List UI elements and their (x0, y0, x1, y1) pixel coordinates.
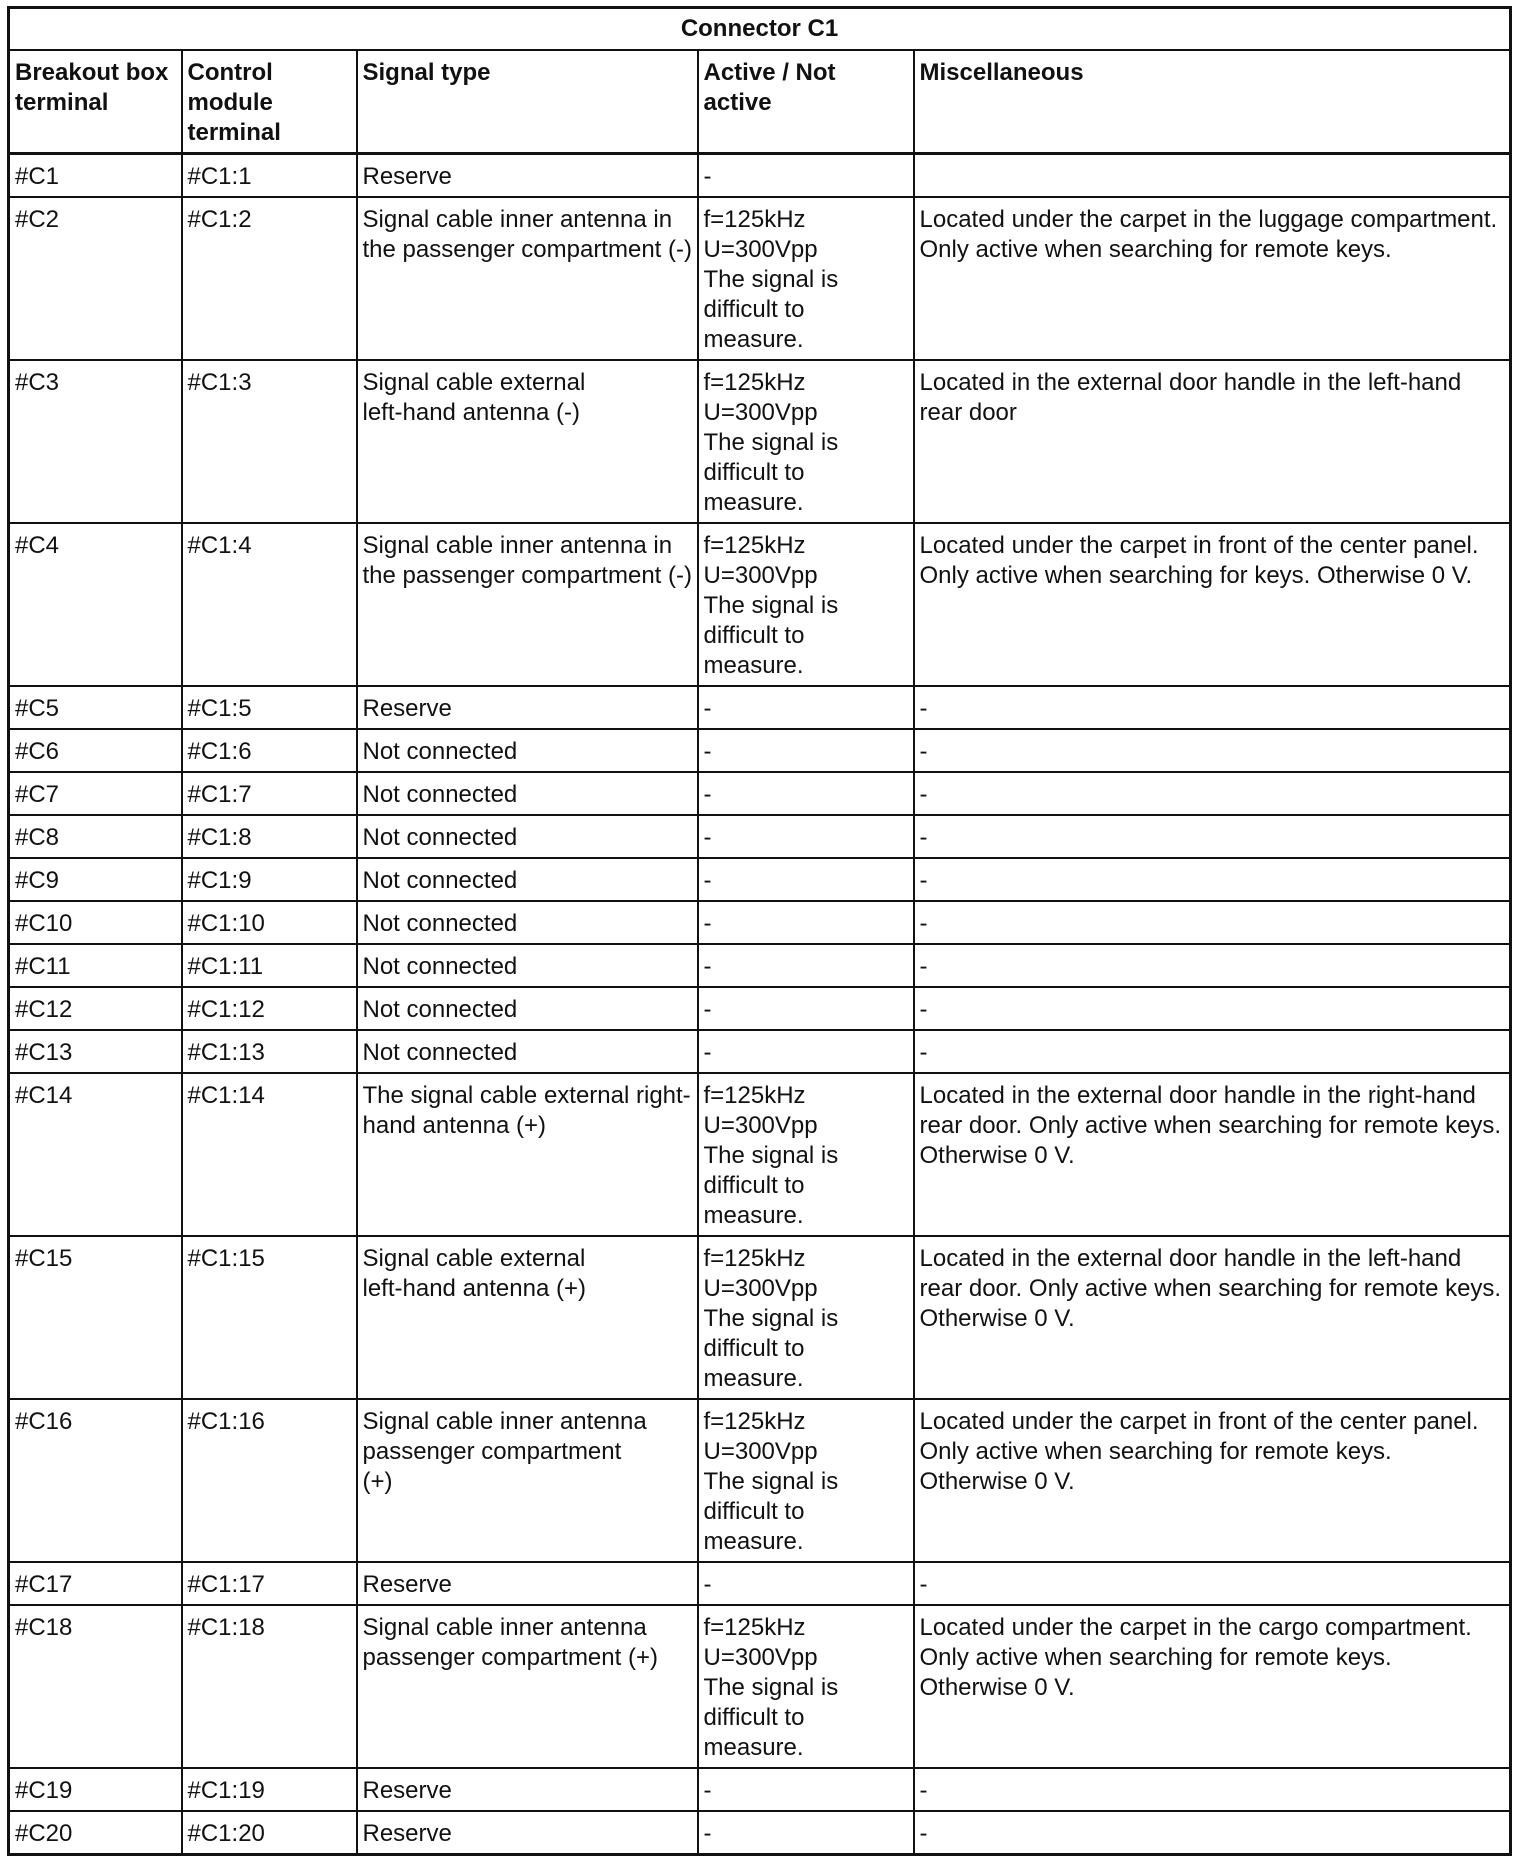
table-row (9, 1073, 1511, 1236)
control-terminal-cell: #C1:15 (182, 1236, 357, 1399)
breakout-terminal-cell: #C8 (9, 815, 182, 858)
table-row (9, 1399, 1511, 1562)
miscellaneous-cell: - (914, 815, 1511, 858)
table-row (9, 944, 1511, 987)
signal-type-cell: Signal cable inner antenna in the passenger compartment (-) (357, 197, 698, 360)
signal-type-cell: Not connected (357, 1030, 698, 1073)
active-state-cell: f=125kHz U=300Vpp The signal is difficult to measure. (698, 360, 914, 523)
control-terminal-cell: #C1:8 (182, 815, 357, 858)
table-row (9, 154, 1511, 198)
active-state-cell: - (698, 772, 914, 815)
active-state-cell: - (698, 1030, 914, 1073)
control-terminal-cell: #C1:13 (182, 1030, 357, 1073)
signal-type-cell: Signal cable inner antenna in the passenger compartment (-) (357, 523, 698, 686)
header-breakout-box-terminal: Breakout box terminal (9, 50, 182, 154)
table-row (9, 1768, 1511, 1811)
miscellaneous-cell: - (914, 944, 1511, 987)
miscellaneous-cell: - (914, 1030, 1511, 1073)
breakout-terminal-cell: #C15 (9, 1236, 182, 1399)
control-terminal-cell: #C1:7 (182, 772, 357, 815)
miscellaneous-cell (914, 154, 1511, 198)
header-miscellaneous: Miscellaneous (914, 50, 1511, 154)
active-state-cell: - (698, 944, 914, 987)
active-state-cell: - (698, 987, 914, 1030)
table-row (9, 197, 1511, 360)
signal-type-cell: Reserve (357, 686, 698, 729)
breakout-terminal-cell: #C1 (9, 154, 182, 198)
table-row (9, 1236, 1511, 1399)
breakout-terminal-cell: #C19 (9, 1768, 182, 1811)
signal-type-cell: Not connected (357, 815, 698, 858)
signal-type-cell: Signal cable inner antenna passenger compartment (+) (357, 1399, 698, 1562)
signal-type-cell: Not connected (357, 901, 698, 944)
table-body (9, 154, 1511, 1855)
control-terminal-cell: #C1:16 (182, 1399, 357, 1562)
table-row (9, 1562, 1511, 1605)
table-row (9, 523, 1511, 686)
control-terminal-cell: #C1:20 (182, 1811, 357, 1855)
miscellaneous-cell: Located under the carpet in the cargo compartment. Only active when searching for remote keys. Otherwise 0 V. (914, 1605, 1511, 1768)
active-state-cell: - (698, 686, 914, 729)
miscellaneous-cell: - (914, 858, 1511, 901)
table-row (9, 686, 1511, 729)
header-active-not-active: Active / Not active (698, 50, 914, 154)
active-state-cell: - (698, 1562, 914, 1605)
signal-type-cell: Not connected (357, 729, 698, 772)
breakout-terminal-cell: #C17 (9, 1562, 182, 1605)
breakout-terminal-cell: #C16 (9, 1399, 182, 1562)
connector-c1-table (7, 6, 1512, 1856)
miscellaneous-cell: - (914, 1811, 1511, 1855)
header-signal-type: Signal type (357, 50, 698, 154)
active-state-cell: f=125kHz U=300Vpp The signal is difficult to measure. (698, 197, 914, 360)
table-row (9, 1811, 1511, 1855)
breakout-terminal-cell: #C11 (9, 944, 182, 987)
breakout-terminal-cell: #C12 (9, 987, 182, 1030)
active-state-cell: - (698, 154, 914, 198)
table-row (9, 901, 1511, 944)
miscellaneous-cell: Located in the external door handle in the right-hand rear door. Only active when searching for remote keys. Otherwise 0 V. (914, 1073, 1511, 1236)
signal-type-cell: Not connected (357, 944, 698, 987)
header-control-module-terminal: Control module terminal (182, 50, 357, 154)
signal-type-cell: Not connected (357, 772, 698, 815)
signal-type-cell: Signal cable external left-hand antenna (-) (357, 360, 698, 523)
breakout-terminal-cell: #C7 (9, 772, 182, 815)
control-terminal-cell: #C1:5 (182, 686, 357, 729)
breakout-terminal-cell: #C13 (9, 1030, 182, 1073)
table-row (9, 815, 1511, 858)
table-caption: Connector C1 (9, 8, 1511, 51)
control-terminal-cell: #C1:11 (182, 944, 357, 987)
active-state-cell: f=125kHz U=300Vpp The signal is difficult to measure. (698, 523, 914, 686)
table-row (9, 987, 1511, 1030)
table-row (9, 772, 1511, 815)
breakout-terminal-cell: #C9 (9, 858, 182, 901)
control-terminal-cell: #C1:6 (182, 729, 357, 772)
active-state-cell: - (698, 1768, 914, 1811)
breakout-terminal-cell: #C4 (9, 523, 182, 686)
miscellaneous-cell: Located under the carpet in front of the center panel. Only active when searching for keys. Otherwise 0 V. (914, 523, 1511, 686)
active-state-cell: f=125kHz U=300Vpp The signal is difficult to measure. (698, 1605, 914, 1768)
active-state-cell: - (698, 815, 914, 858)
signal-type-cell: Not connected (357, 858, 698, 901)
active-state-cell: - (698, 1811, 914, 1855)
active-state-cell: f=125kHz U=300Vpp The signal is difficult to measure. (698, 1399, 914, 1562)
miscellaneous-cell: - (914, 686, 1511, 729)
breakout-terminal-cell: #C18 (9, 1605, 182, 1768)
control-terminal-cell: #C1:9 (182, 858, 357, 901)
signal-type-cell: Signal cable external left-hand antenna (+) (357, 1236, 698, 1399)
control-terminal-cell: #C1:12 (182, 987, 357, 1030)
active-state-cell: - (698, 858, 914, 901)
table-row (9, 729, 1511, 772)
breakout-terminal-cell: #C6 (9, 729, 182, 772)
control-terminal-cell: #C1:14 (182, 1073, 357, 1236)
signal-type-cell: Reserve (357, 1811, 698, 1855)
control-terminal-cell: #C1:17 (182, 1562, 357, 1605)
miscellaneous-cell: Located under the carpet in front of the center panel. Only active when searching for remote keys. Otherwise 0 V. (914, 1399, 1511, 1562)
active-state-cell: - (698, 729, 914, 772)
control-terminal-cell: #C1:4 (182, 523, 357, 686)
control-terminal-cell: #C1:3 (182, 360, 357, 523)
breakout-terminal-cell: #C5 (9, 686, 182, 729)
miscellaneous-cell: Located in the external door handle in the left-hand rear door. Only active when searching for remote keys. Otherwise 0 V. (914, 1236, 1511, 1399)
control-terminal-cell: #C1:2 (182, 197, 357, 360)
miscellaneous-cell: Located under the carpet in the luggage compartment. Only active when searching for remote keys. (914, 197, 1511, 360)
breakout-terminal-cell: #C2 (9, 197, 182, 360)
signal-type-cell: Signal cable inner antenna passenger compartment (+) (357, 1605, 698, 1768)
signal-type-cell: Reserve (357, 1562, 698, 1605)
signal-type-cell: Reserve (357, 1768, 698, 1811)
miscellaneous-cell: - (914, 729, 1511, 772)
active-state-cell: f=125kHz U=300Vpp The signal is difficult to measure. (698, 1073, 914, 1236)
table-row (9, 1605, 1511, 1768)
breakout-terminal-cell: #C20 (9, 1811, 182, 1855)
signal-type-cell: Reserve (357, 154, 698, 198)
miscellaneous-cell: - (914, 901, 1511, 944)
signal-type-cell: The signal cable external right-hand antenna (+) (357, 1073, 698, 1236)
miscellaneous-cell: - (914, 1768, 1511, 1811)
table-row (9, 360, 1511, 523)
table-row (9, 1030, 1511, 1073)
table-row (9, 858, 1511, 901)
control-terminal-cell: #C1:19 (182, 1768, 357, 1811)
miscellaneous-cell: - (914, 772, 1511, 815)
miscellaneous-cell: - (914, 987, 1511, 1030)
active-state-cell: - (698, 901, 914, 944)
active-state-cell: f=125kHz U=300Vpp The signal is difficult to measure. (698, 1236, 914, 1399)
breakout-terminal-cell: #C14 (9, 1073, 182, 1236)
control-terminal-cell: #C1:1 (182, 154, 357, 198)
signal-type-cell: Not connected (357, 987, 698, 1030)
breakout-terminal-cell: #C3 (9, 360, 182, 523)
control-terminal-cell: #C1:10 (182, 901, 357, 944)
control-terminal-cell: #C1:18 (182, 1605, 357, 1768)
miscellaneous-cell: - (914, 1562, 1511, 1605)
breakout-terminal-cell: #C10 (9, 901, 182, 944)
miscellaneous-cell: Located in the external door handle in the left-hand rear door (914, 360, 1511, 523)
